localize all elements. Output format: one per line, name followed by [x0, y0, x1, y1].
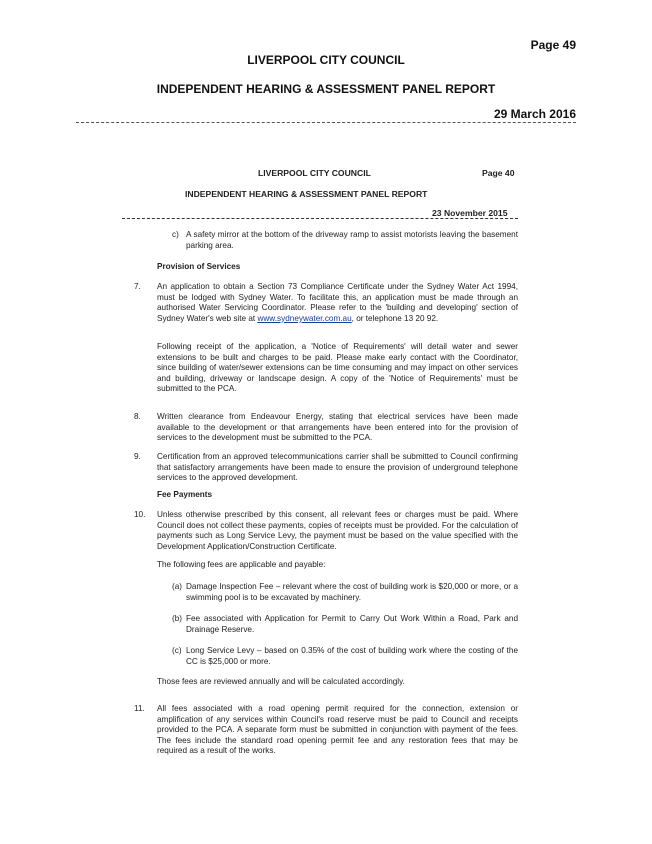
condition-10-text: Unless otherwise prescribed by this consent, all relevant fees or charges must be paid. Where Council does not collect these payments, copies of receipts must be provided. For the calculation of payments such as Long Service Levy, the payment must be based on the value specified with the Development Application/Construction Certificate. [157, 510, 518, 551]
fees-closing: Those fees are reviewed annually and will be calculated accordingly. [157, 677, 405, 686]
council-name: LIVERPOOL CITY COUNCIL [247, 53, 405, 67]
condition-number: 8. [134, 412, 141, 421]
condition-number: 11. [134, 704, 145, 713]
section-heading-services: Provision of Services [157, 262, 241, 271]
inner-page-number: Page 40 [482, 168, 515, 178]
fees-intro: The following fees are applicable and payable: [157, 560, 326, 569]
fee-letter: (a) [172, 582, 183, 591]
condition-9-text: Certification from an approved telecommunications carrier shall be submitted to Council confirming that satisfactory arrangements have been made to ensure the provision of underground telephone services to the approved development. [157, 452, 518, 483]
condition-7-text [157, 282, 518, 324]
fee-letter: (c) [172, 646, 182, 655]
report-date: 29 March 2016 [493, 107, 576, 121]
condition-11-text: All fees associated with a road opening permit required for the connection, extension or amplification of any services within Council's road reserve must be paid to Council and receipts provided to the PCA. A separate form must be submitted in conjunction with payment of the fees. The fees include the standard road opening permit fee and any restoration fees that may be required as a result of the works. [157, 704, 518, 756]
condition-number: 10. [134, 510, 146, 519]
inner-council-name: LIVERPOOL CITY COUNCIL [258, 168, 371, 178]
inner-report-title: INDEPENDENT HEARING & ASSESSMENT PANEL REPORT [185, 189, 428, 199]
fee-letter: (b) [172, 614, 183, 623]
condition-8-text: Written clearance from Endeavour Energy, stating that electrical services have been made available to the development or that arrangements have been entered into for the provision of services to the development must be submitted to the PCA. [157, 412, 518, 443]
condition-7-tail: , or telephone 13 20 92. [351, 313, 439, 323]
condition-number: 7. [134, 282, 141, 291]
condition-7-followup: Following receipt of the application, a 'Notice of Requirements' will detail water and sewer extensions to be built and charges to be paid. Please make early contact with the Coordinator, since building of water/sewer extensions can be time consuming and may impact on other services and building, driveway or landscape design. A copy of the 'Notice of Requirements' must be submitted to the PCA. [157, 342, 518, 394]
fee-item-text: Long Service Levy – based on 0.35% of the cost of building work where the costing of the CC is $25,000 or more. [186, 646, 518, 666]
condition-c-text: A safety mirror at the bottom of the driveway ramp to assist motorists leaving the basement parking area. [186, 230, 518, 250]
fee-item-text: Damage Inspection Fee – relevant where the cost of building work is $20,000 or more, or a swimming pool is to be excavated by machinery. [186, 582, 518, 602]
inner-report-date: 23 November 2015 [432, 208, 508, 218]
condition-7-body: An application to obtain a Section 73 Compliance Certificate under the Sydney Water Act 1994, must be lodged with Sydney Water. To facilitate this, an application must be made through an authorised Water Servicing Coordinator. Please refer to the 'building and developing' section of Sydney Water's web site at [157, 282, 518, 323]
inner-header-divider [122, 218, 518, 219]
header-divider [76, 122, 576, 123]
list-letter: c) [172, 230, 179, 239]
condition-number: 9. [134, 452, 141, 461]
section-heading-fees: Fee Payments [157, 490, 213, 499]
sydney-water-link[interactable]: www.sydneywater.com.au [257, 313, 352, 323]
fee-item-text: Fee associated with Application for Permit to Carry Out Work Within a Road, Park and Drainage Reserve. [186, 614, 518, 634]
report-title: INDEPENDENT HEARING & ASSESSMENT PANEL REPORT [156, 82, 496, 96]
page-number: Page 49 [530, 38, 576, 52]
